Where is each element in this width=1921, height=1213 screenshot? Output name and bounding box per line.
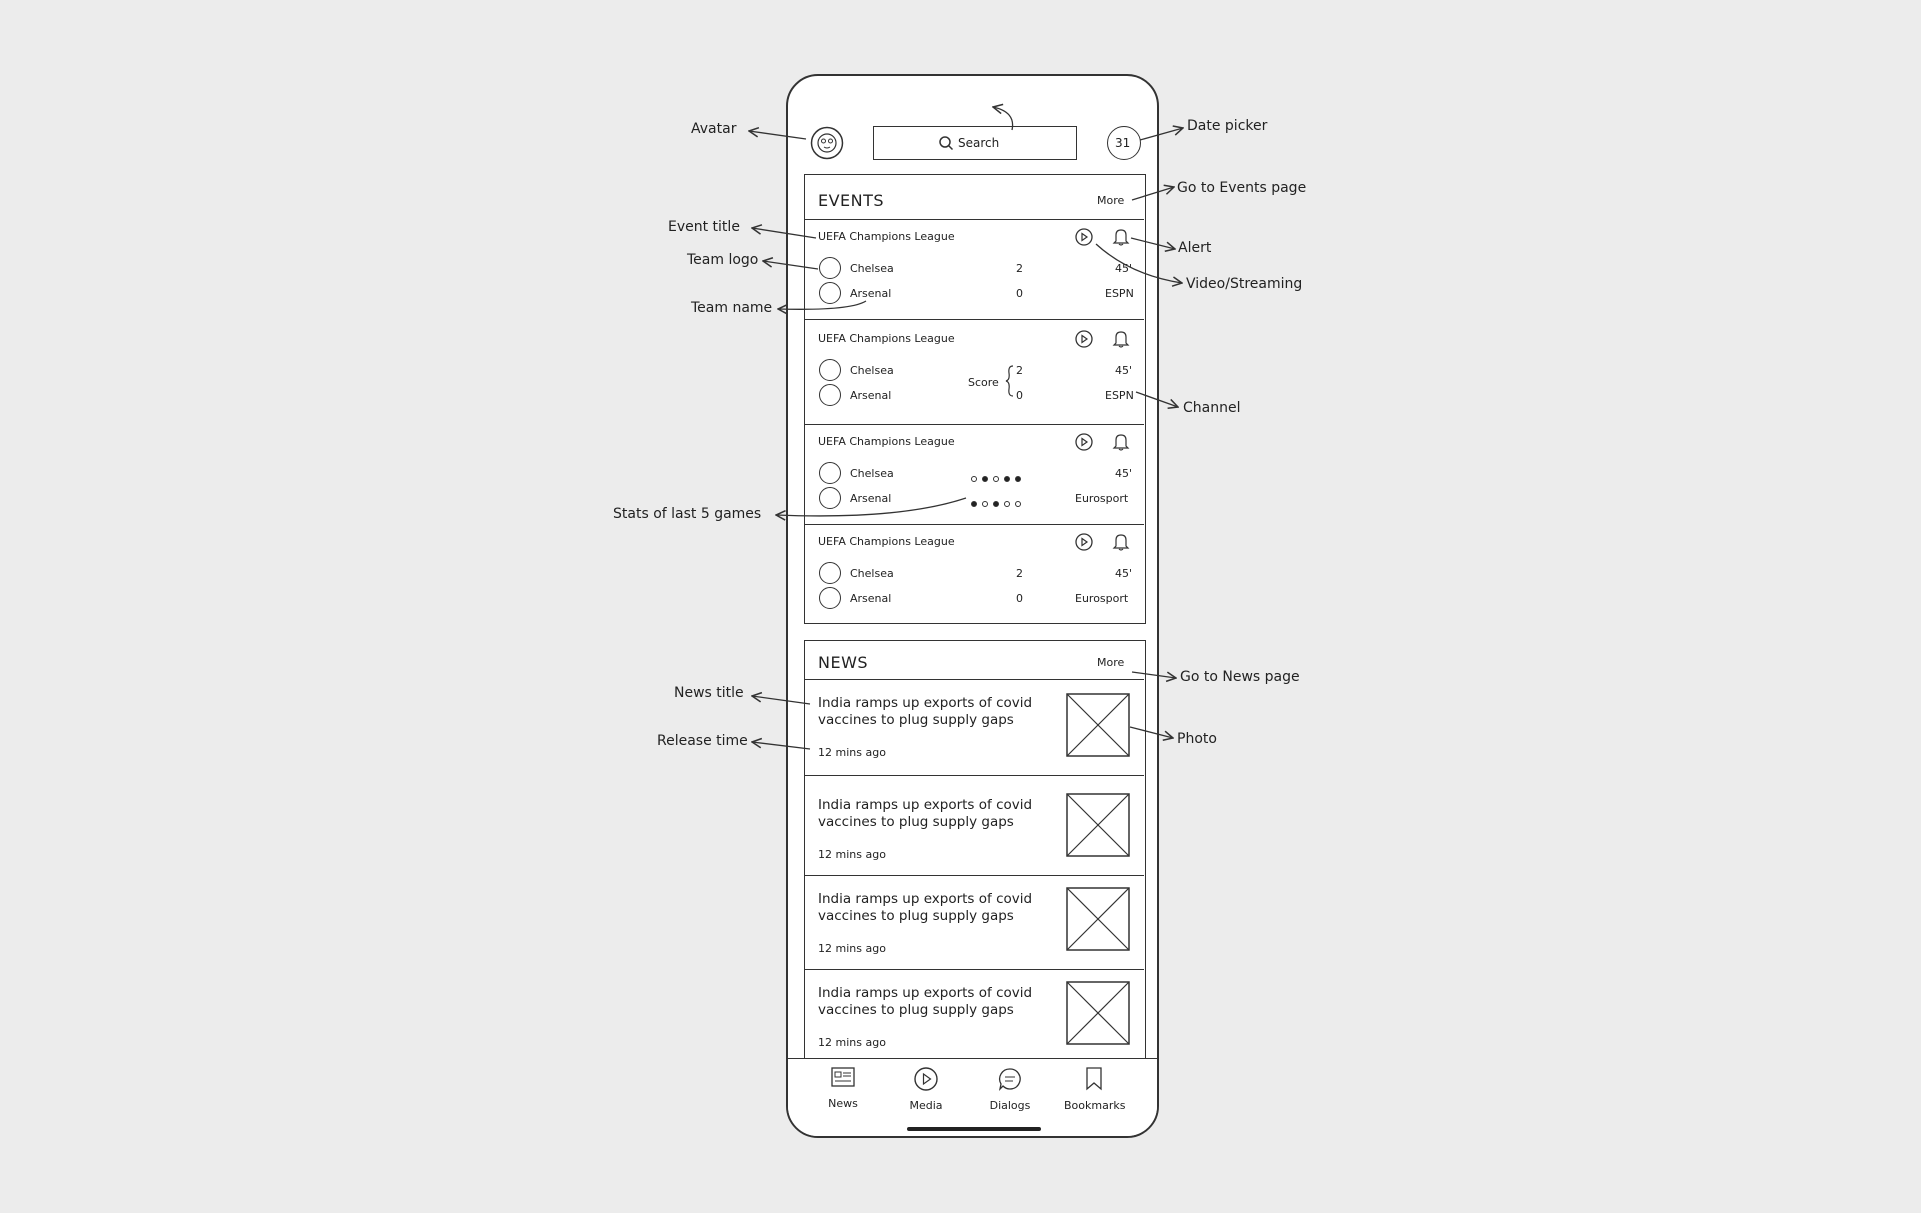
brace-icon [1005,365,1015,397]
tab-label: Bookmarks [1064,1099,1126,1112]
score: 0 [1016,389,1023,402]
release-time: 12 mins ago [818,1036,886,1049]
release-time: 12 mins ago [818,848,886,861]
annotation-news-title: News title [674,685,744,701]
search-placeholder: Search [958,136,1000,150]
news-item[interactable] [805,679,1144,775]
event-title: UEFA Champions League [818,435,955,448]
home-indicator [907,1127,1041,1131]
channel: Eurosport [1075,592,1129,605]
form-dot-empty [993,476,999,482]
channel: ESPN [1105,389,1134,402]
news-item[interactable] [805,775,1144,871]
news-heading: NEWS [818,653,869,672]
annotation-channel: Channel [1183,400,1241,416]
play-icon[interactable] [1075,533,1093,551]
team-name: Arsenal [850,592,892,605]
date-picker-button[interactable] [1107,126,1141,160]
play-icon[interactable] [1075,228,1093,246]
photo-placeholder-icon [1066,793,1130,857]
news-title: India ramps up exports of covid vaccines to plug supply gaps [818,985,1033,1018]
score: 2 [1016,364,1023,377]
team-name: Chelsea [850,262,894,275]
tab-media[interactable] [896,1067,956,1112]
news-title: India ramps up exports of covid vaccines to plug supply gaps [818,891,1033,924]
match-minute: 45' [1115,567,1133,580]
form-dot-empty [982,501,988,507]
search-input[interactable] [873,126,1077,160]
photo-placeholder-icon [1066,693,1130,757]
events-more-link[interactable]: More [1097,194,1125,207]
bell-icon[interactable] [1112,329,1130,349]
divider [805,319,1144,320]
tab-label: News [828,1097,858,1110]
events-heading: EVENTS [818,191,885,210]
annotation-release-time: Release time [657,733,748,749]
bell-icon[interactable] [1112,227,1130,247]
photo-placeholder-icon [1066,887,1130,951]
form-dot-empty [971,476,977,482]
tab-label: Media [909,1099,943,1112]
avatar-icon [810,126,844,160]
bell-icon[interactable] [1112,532,1130,552]
photo-placeholder-icon [1066,981,1130,1045]
team-name: Arsenal [850,389,892,402]
team-logo [819,257,841,279]
match-minute: 45' [1115,467,1133,480]
search-icon [938,135,954,151]
score-label: Score [968,376,999,389]
news-item[interactable] [805,875,1144,969]
match-minute: 45' [1115,262,1133,275]
events-section [804,174,1146,624]
team-name: Arsenal [850,492,892,505]
annotation-go-events: Go to Events page [1177,180,1307,196]
annotation-go-news: Go to News page [1180,669,1300,685]
team-logo [819,587,841,609]
tab-label: Dialogs [989,1099,1031,1112]
team-logo [819,462,841,484]
score: 0 [1016,592,1023,605]
annotation-video: Video/Streaming [1186,276,1303,292]
form-dot-empty [1015,501,1021,507]
news-title: India ramps up exports of covid vaccines to plug supply gaps [818,797,1033,830]
match-minute: 45' [1115,364,1133,377]
release-time: 12 mins ago [818,746,886,759]
annotation-avatar: Avatar [691,121,737,137]
event-card[interactable] [805,424,1144,524]
team-logo [819,562,841,584]
tab-bookmarks[interactable] [1064,1067,1124,1112]
score: 2 [1016,567,1023,580]
channel: ESPN [1105,287,1134,300]
event-card[interactable] [805,524,1144,624]
annotation-stats: Stats of last 5 games [613,506,762,522]
bookmark-icon [1084,1067,1104,1091]
form-dot-filled [993,501,999,507]
event-card[interactable] [805,219,1144,319]
team-name: Arsenal [850,287,892,300]
news-section [804,640,1146,1060]
channel: Eurosport [1075,492,1129,505]
team-logo [819,282,841,304]
chat-icon [998,1067,1022,1091]
form-dot-filled [971,501,977,507]
score: 2 [1016,262,1023,275]
annotation-team-logo: Team logo [687,252,759,268]
tab-bar [788,1058,1157,1138]
form-dots-home [971,468,1026,487]
date-picker-label: 31 [1115,136,1131,150]
team-name: Chelsea [850,567,894,580]
event-title: UEFA Champions League [818,332,955,345]
team-name: Chelsea [850,467,894,480]
play-icon [914,1067,938,1091]
annotation-event-title: Event title [668,219,740,235]
team-name: Chelsea [850,364,894,377]
form-dot-empty [1004,501,1010,507]
form-dot-filled [982,476,988,482]
form-dot-filled [1015,476,1021,482]
release-time: 12 mins ago [818,942,886,955]
form-dot-filled [1004,476,1010,482]
phone-frame [786,74,1159,1138]
team-logo [819,384,841,406]
annotation-photo: Photo [1177,731,1217,747]
avatar[interactable] [810,126,844,160]
news-title: India ramps up exports of covid vaccines to plug supply gaps [818,695,1033,728]
play-icon[interactable] [1075,433,1093,451]
tab-news[interactable] [813,1067,873,1110]
news-item[interactable] [805,969,1144,1061]
event-card[interactable] [805,321,1144,425]
team-logo [819,359,841,381]
play-icon[interactable] [1075,330,1093,348]
newspaper-icon [831,1067,855,1089]
news-more-link[interactable]: More [1097,656,1125,669]
tab-dialogs[interactable] [980,1067,1040,1112]
bell-icon[interactable] [1112,432,1130,452]
event-title: UEFA Champions League [818,230,955,243]
annotation-alert: Alert [1178,240,1212,256]
team-logo [819,487,841,509]
form-dots-away [971,493,1026,512]
event-title: UEFA Champions League [818,535,955,548]
score: 0 [1016,287,1023,300]
annotation-date-picker: Date picker [1187,118,1268,134]
annotation-team-name: Team name [691,300,773,316]
